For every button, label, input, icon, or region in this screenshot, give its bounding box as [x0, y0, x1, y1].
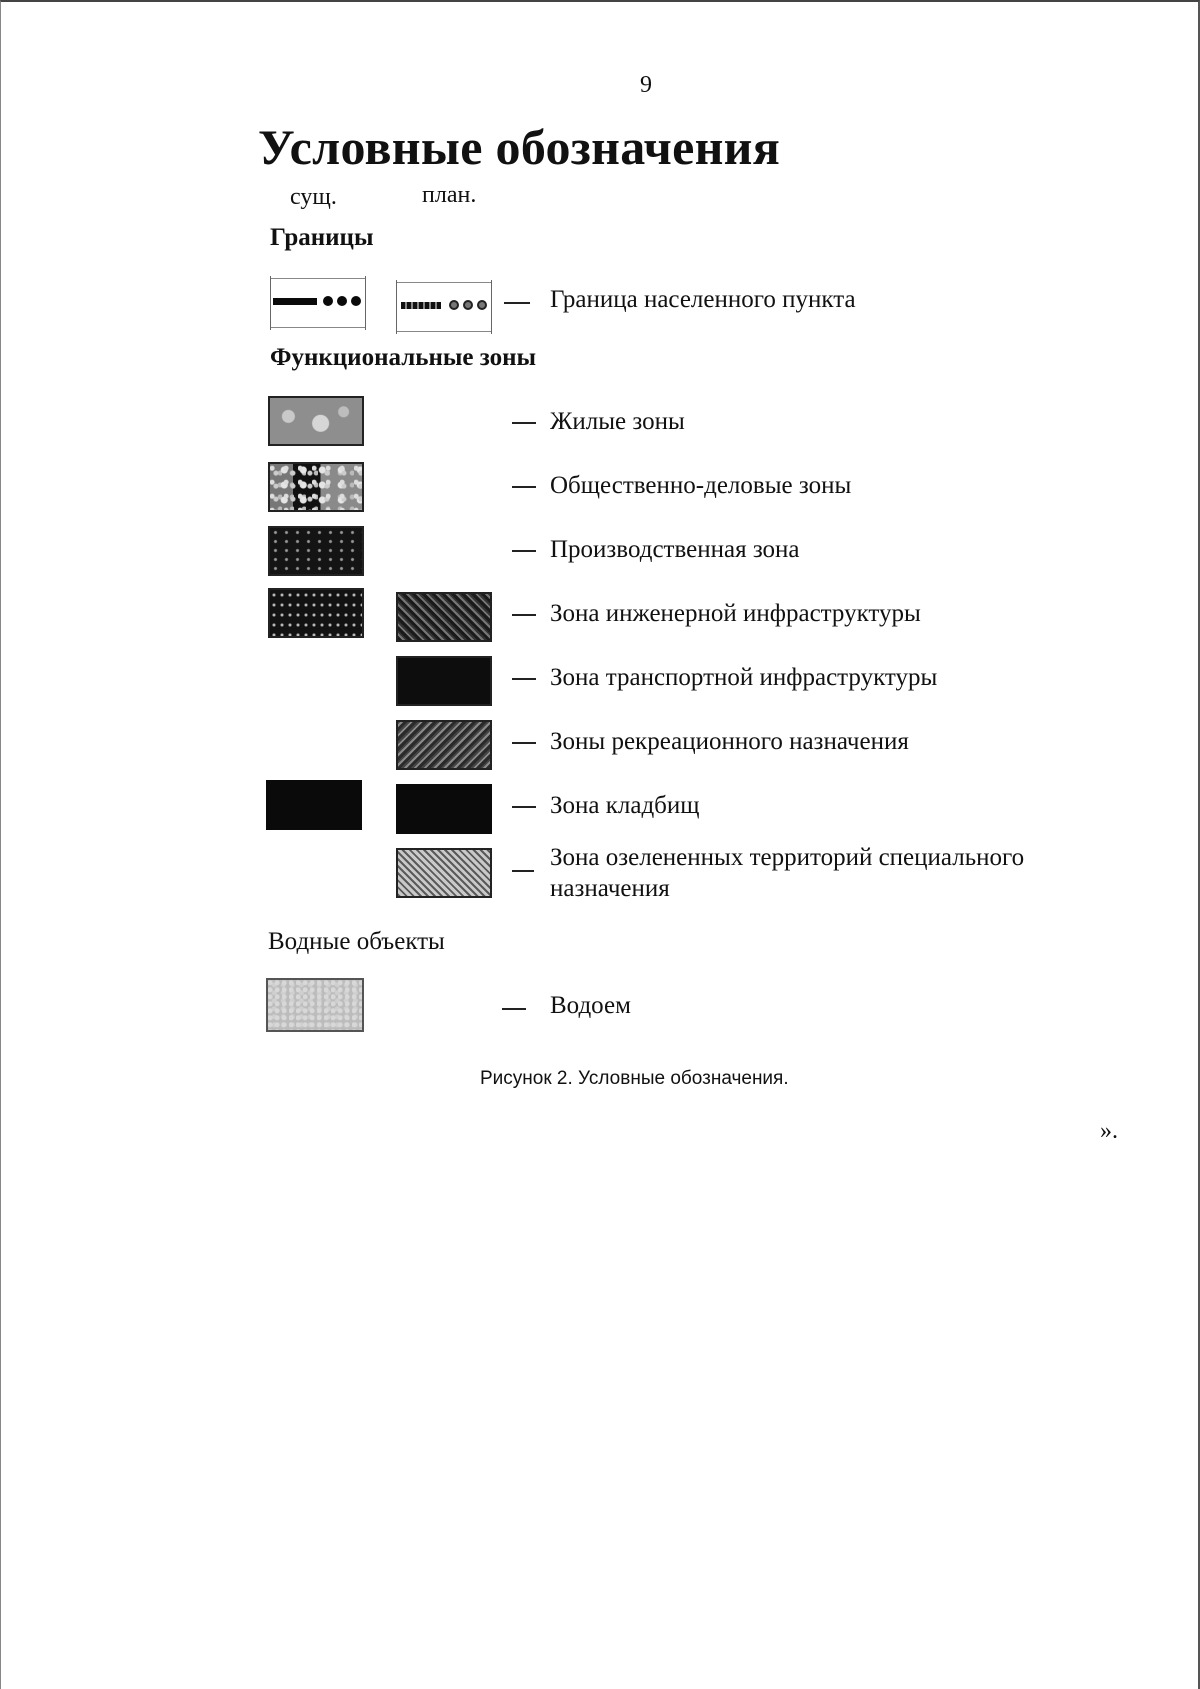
- swatch-public-business-existing: [268, 462, 364, 512]
- label-cemetery: Зона кладбищ: [550, 792, 700, 819]
- legend-dash: [512, 486, 536, 488]
- swatch-transport-planned: [396, 656, 492, 706]
- label-residential: Жилые зоны: [550, 408, 685, 435]
- page-number: 9: [640, 72, 652, 98]
- label-water-body: Водоем: [550, 992, 631, 1019]
- section-boundaries: Границы: [270, 224, 374, 251]
- swatch-residential-existing: [268, 396, 364, 446]
- swatch-recreation-planned: [396, 720, 492, 770]
- closing-quote: ».: [1100, 1118, 1118, 1144]
- section-water-objects: Водные объекты: [268, 928, 445, 955]
- label-green-special: Зона озелененных территорий специального назначения: [550, 844, 1025, 902]
- swatch-cemetery-existing: [266, 780, 362, 830]
- column-header-existing: сущ.: [290, 184, 337, 210]
- boundary-planned-icon: [396, 280, 492, 334]
- swatch-green-special-planned: [396, 848, 492, 898]
- legend-dash: [502, 1008, 526, 1010]
- label-recreation: Зоны рекреационного назначения: [550, 728, 909, 755]
- legend-dash: [512, 806, 536, 808]
- swatch-water-existing: [266, 978, 364, 1032]
- legend-dash: [512, 870, 534, 872]
- legend-dash: [512, 742, 536, 744]
- swatch-industrial-existing: [268, 526, 364, 576]
- section-functional-zones: Функциональные зоны: [270, 344, 537, 371]
- label-engineering: Зона инженерной инфраструктуры: [550, 600, 921, 627]
- label-public-business: Общественно-деловые зоны: [550, 472, 852, 499]
- legend-dash: [512, 422, 536, 424]
- boundary-existing-icon: [270, 276, 366, 330]
- swatch-engineering-planned: [396, 592, 492, 642]
- swatch-cemetery-planned: [396, 784, 492, 834]
- legend-dash: [512, 550, 536, 552]
- label-settlement-boundary: Граница населенного пункта: [550, 286, 856, 313]
- swatch-engineering-existing: [268, 588, 364, 638]
- page-title: Условные обозначения: [258, 119, 781, 175]
- legend-dash: [512, 678, 536, 680]
- label-transport: Зона транспортной инфраструктуры: [550, 664, 938, 691]
- column-header-planned: план.: [422, 182, 477, 208]
- legend-dash: [512, 614, 536, 616]
- label-industrial: Производственная зона: [550, 536, 800, 563]
- legend-dash: [504, 302, 530, 304]
- figure-caption: Рисунок 2. Условные обозначения.: [480, 1068, 789, 1089]
